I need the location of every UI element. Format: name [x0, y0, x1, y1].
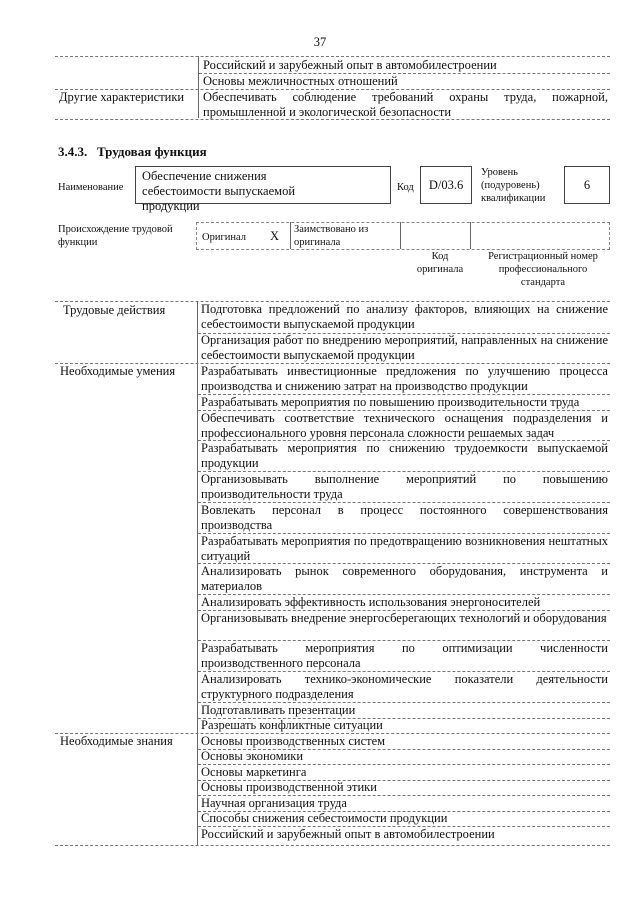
level-value: 6: [583, 178, 591, 192]
origin-table: [196, 222, 610, 250]
knowledge-item: Способы снижения себестоимости продукции: [201, 811, 448, 825]
skill-item: Обеспечивать соответствие технического оснащения подразделения и профессионального уровня персонала сложности решаемых задач: [201, 411, 608, 440]
page-number: 37: [313, 35, 327, 49]
knowledge-item: Основы производственной этики: [201, 780, 377, 794]
divider: [198, 56, 199, 118]
name-value: Обеспечение снижения себестоимости выпускаемой продукции: [142, 169, 296, 213]
original-label: Оригинал: [202, 232, 246, 243]
code-original-caption: Код оригинала: [416, 251, 464, 275]
name-label: Наименование: [58, 182, 124, 193]
skill-item: Разрешать конфликтные ситуации: [201, 718, 383, 732]
cont-row: Основы межличностных отношений: [203, 74, 398, 88]
skill-item: Анализировать эффективность использования энергоносителей: [201, 595, 541, 609]
skill-item: Вовлекать персонал в процесс постоянного совершенствования производства: [201, 503, 608, 532]
divider: [400, 222, 401, 249]
knowledge-item: Основы производственных систем: [201, 734, 386, 748]
section-title: Трудовая функция: [97, 144, 207, 159]
divider: [290, 222, 291, 249]
divider: [55, 845, 610, 846]
code-value: D/03.6: [428, 178, 464, 192]
knowledge-item: Российский и зарубежный опыт в автомобилестроении: [201, 827, 495, 841]
divider: [55, 56, 610, 57]
skills-label: Необходимые умения: [60, 364, 176, 378]
labor-action-item: Подготовка предложений по анализу факторов, влияющих на снижение себестоимости выпускаемой продукции: [201, 302, 608, 331]
skill-item: Разрабатывать мероприятия по предотвращению возникновения нештатных ситуаций: [201, 534, 608, 563]
skill-item: Организовывать внедрение энергосберегающих технологий и оборудования: [201, 611, 607, 625]
origin-label: Происхождение трудовой функции: [58, 224, 173, 248]
skill-item: Разрабатывать мероприятия по повышению производительности труда: [201, 395, 580, 409]
skill-item: Анализировать рынок современного оборудования, инструмента и материалов: [201, 564, 608, 593]
other-characteristics-text: Обеспечивать соблюдение требований охраны труда, пожарной, промышленной и экологической безопасности: [203, 90, 608, 119]
divider: [55, 119, 610, 120]
skill-item: Разрабатывать мероприятия по снижению трудоемкости выпускаемой продукции: [201, 441, 608, 470]
knowledge-item: Научная организация труда: [201, 796, 347, 810]
divider: [470, 222, 471, 249]
level-value-box: [564, 166, 610, 204]
skill-item: Анализировать технико-экономические показатели деятельности структурного подразделения: [201, 672, 608, 701]
code-label: Код: [397, 182, 414, 193]
level-label: Уровень (подуровень) квалификации: [481, 167, 546, 204]
knowledge-item: Основы маркетинга: [201, 765, 307, 779]
original-mark: X: [270, 229, 280, 243]
skill-item: Разрабатывать мероприятия по оптимизации численности производственного персонала: [201, 641, 608, 670]
other-characteristics-label: Другие характеристики: [59, 90, 185, 104]
skill-item: Разрабатывать инвестиционные предложения по улучшению процесса производства и снижению затрат на производство продукции: [201, 364, 608, 393]
knowledge-label: Необходимые знания: [60, 734, 173, 748]
code-value-box: [420, 166, 472, 204]
skill-item: Организовывать выполнение мероприятий по повышению производительности труда: [201, 472, 608, 501]
reg-number-caption: Регистрационный номер профессионального стандарта: [488, 251, 598, 288]
knowledge-item: Основы экономики: [201, 749, 304, 763]
section-number: 3.4.3.: [58, 144, 88, 159]
skill-item: Подготавливать презентации: [201, 703, 356, 717]
labor-action-item: Организация работ по внедрению мероприятий, направленных на снижение себестоимости выпускаемой продукции: [201, 333, 608, 362]
borrowed-label: Заимствовано из оригинала: [294, 224, 369, 248]
labor-actions-label: Трудовые действия: [63, 303, 166, 317]
section-heading: [58, 144, 207, 160]
name-value-box: [135, 166, 391, 213]
cont-row: Российский и зарубежный опыт в автомобилестроении: [203, 58, 497, 72]
